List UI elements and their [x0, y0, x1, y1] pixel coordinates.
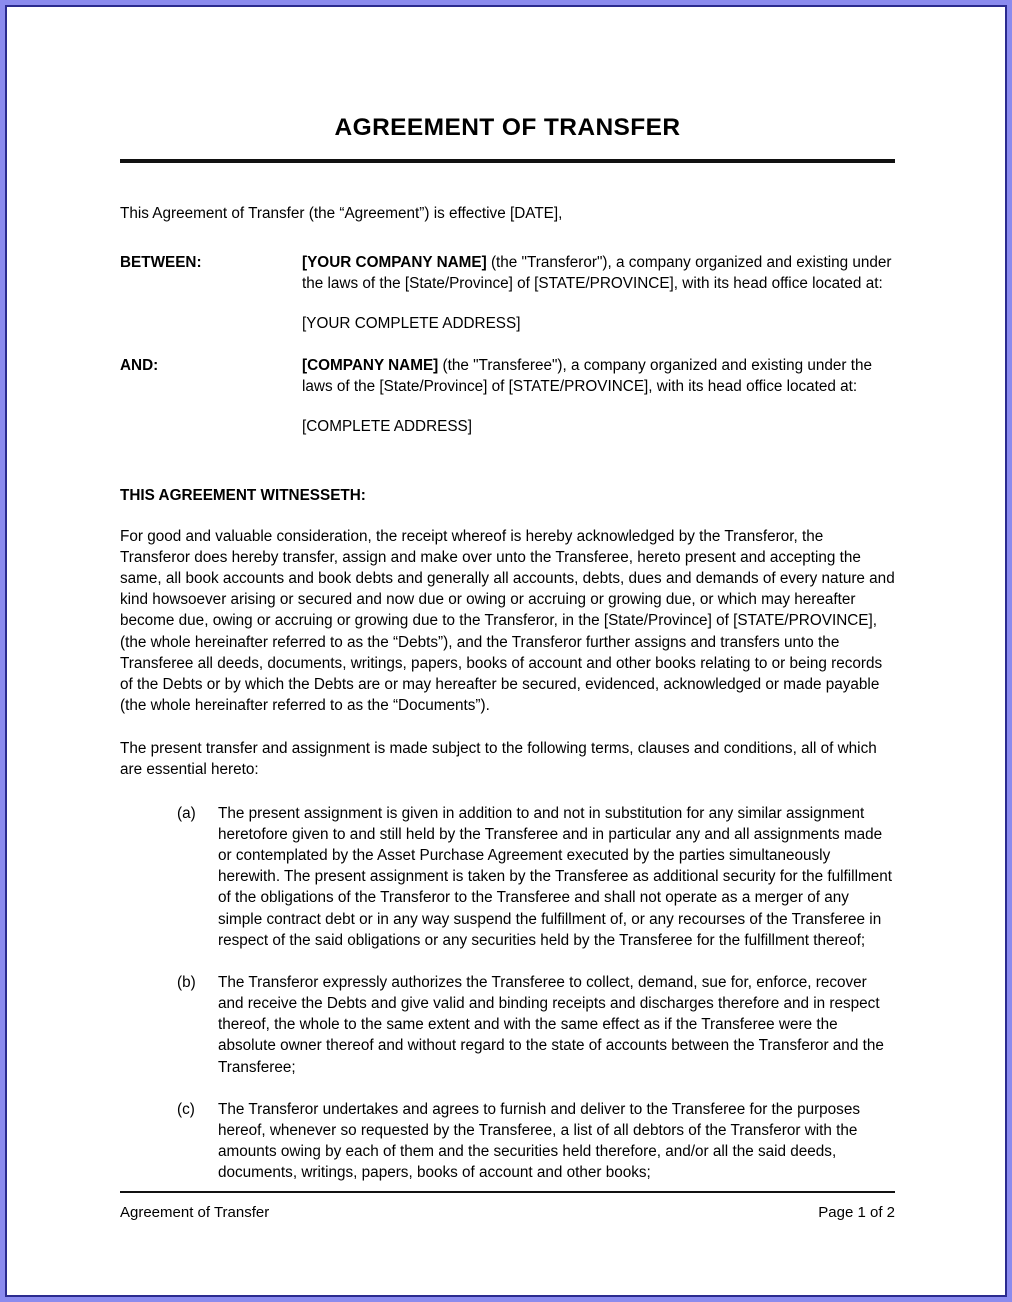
party-body-transferee: [302, 355, 895, 438]
title-block: [120, 5, 895, 163]
footer-row: [120, 1203, 895, 1223]
party-row-transferee: [120, 355, 895, 438]
clause-marker-b: (b): [177, 973, 196, 991]
party-row-transferor: [120, 252, 895, 335]
clause-item: [120, 803, 895, 951]
clause-list: [120, 803, 895, 1184]
title-divider: [120, 159, 895, 163]
clause-text-a: The present assignment is given in addition to and not in substitution for any similar assignment heretofore given to and still held by the Transferee and in particular any and all assignments made or contemplated by the Asset Purchase Agreement executed by the parties simultaneously herewith. The present assignment is taken by the Transferee as additional security for the fulfillment of the obligations of the Transferor to the Transferee and shall not operate as a merger of any simple contract debt or in any way suspend the fulfillment of, or any recourses of the Transferee in respect of the said obligations or any securities held by the Transferee for the fulfillment thereof;: [218, 804, 892, 949]
parties-block: [120, 252, 895, 438]
document-sheet: [5, 5, 1007, 1297]
clause-marker-a: (a): [177, 804, 196, 822]
document-body: [120, 5, 895, 1183]
page-title: AGREEMENT OF TRANSFER: [334, 114, 681, 141]
clause-item: [120, 1099, 895, 1184]
clause-text-c: The Transferor undertakes and agrees to furnish and deliver to the Transferee for the purposes hereof, whenever so requested by the Transferee, a list of all debtors of the Transferor with the amounts owing by each of them and the securities held therefore, and/or all the said deeds, documents, writings, papers, books of account and other books;: [218, 1100, 860, 1182]
page-footer: [120, 1191, 895, 1222]
witnesseth-heading: THIS AGREEMENT WITNESSETH:: [120, 486, 366, 504]
footer-document-name: Agreement of Transfer: [120, 1203, 270, 1221]
intro-paragraph: This Agreement of Transfer (the “Agreement”) is effective [DATE],: [120, 205, 563, 223]
party-body-transferor: [302, 252, 895, 335]
party-label-between: BETWEEN:: [120, 253, 202, 271]
clause-text-b: The Transferor expressly authorizes the Transferee to collect, demand, sue for, enforce, recover and receive the Debts and give valid and binding receipts and discharges therefore and in respect thereof, the whole to the same extent and with the same effect as if the Transferee were the absolute owner thereof and without regard to the state of accounts between the Transferor and the Transferee;: [218, 973, 884, 1076]
party-name-transferor: [YOUR COMPANY NAME]: [302, 253, 487, 271]
footer-divider: [120, 1191, 895, 1193]
party-description-transferor: (the "Transferor"), a company organized and existing under the laws of the [State/Province] of [STATE/PROVINCE], with its head office located at:: [302, 253, 892, 292]
clause-marker-c: (c): [177, 1100, 195, 1118]
terms-intro-paragraph: The present transfer and assignment is made subject to the following terms, clauses and conditions, all of which are essential hereto:: [120, 740, 877, 779]
party-address-transferee: [COMPLETE ADDRESS]: [302, 418, 473, 436]
witnesseth-paragraph: For good and valuable consideration, the receipt whereof is hereby acknowledged by the Transferor, the Transferor does hereby transfer, assign and make over unto the Transferee, hereto present and accepting the same, all book accounts and book debts and generally all accounts, debts, dues and demands of every nature and kind howsoever arising or secured and now due or owing or accruing or growing due, or which may hereafter become due, owing or accruing or growing due to the Transferor, in the [State/Province] of [STATE/PROVINCE], (the whole hereinafter referred to as the “Debts”), and the Transferor further assigns and transfers unto the Transferee all deeds, documents, writings, papers, books of account and other books relating to or being records of the Debts or by which the Debts are or may hereafter be secured, evidenced, acknowledged or made payable (the whole hereinafter referred to as the “Documents”).: [120, 527, 895, 715]
party-name-transferee: [COMPANY NAME]: [302, 357, 439, 375]
party-description-transferee: (the "Transferee"), a company organized and existing under the laws of the [State/Province] of [STATE/PROVINCE], with its head office located at:: [302, 357, 873, 396]
party-label-and: AND:: [120, 357, 159, 375]
party-address-transferor: [YOUR COMPLETE ADDRESS]: [302, 314, 521, 332]
footer-page-number: Page 1 of 2: [818, 1203, 895, 1221]
clause-item: [120, 972, 895, 1078]
